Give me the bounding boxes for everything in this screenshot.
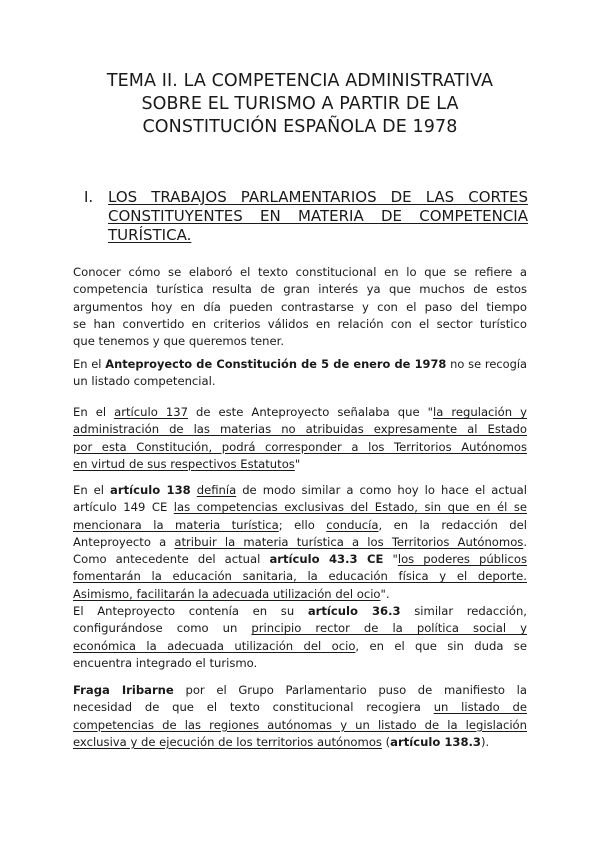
- text-run: ; ello: [278, 517, 327, 532]
- bold-text: artículo 43.3 CE: [269, 552, 384, 567]
- underlined-text: por esta Constitución, podrá corresponder a los Territorios Autónomos: [73, 439, 527, 454]
- section-title-line: CONSTITUYENTES EN MATERIA DE COMPETENCIA: [108, 207, 528, 225]
- page-title: [60, 70, 540, 139]
- text-line: [73, 551, 527, 568]
- text-run: En el: [73, 483, 111, 497]
- paragraph-articulo-36: [73, 603, 527, 672]
- underlined-text: Asimismo, facilitarán la adecuada utilización del ocio: [73, 586, 381, 601]
- underlined-text: en virtud de sus respectivos Estatutos: [73, 456, 295, 471]
- text-run: (: [381, 734, 391, 749]
- text-line: se han convertido en criterios válidos en relación con el sector turístico: [73, 316, 527, 331]
- text-line: competencia turística resulta de gran interés ya que muchos de estos: [73, 282, 527, 297]
- text-run: ".: [380, 586, 390, 601]
- text-run: Como antecedente del actual: [73, 552, 270, 567]
- text-line: [73, 439, 527, 456]
- underlined-text: fomentarán la educación sanitaria, la educación física y el deporte.: [73, 569, 527, 584]
- text-line: encuentra integrado el turismo.: [73, 655, 258, 670]
- title-line: TEMA II. LA COMPETENCIA ADMINISTRATIVA: [106, 71, 494, 91]
- text-run: En el: [73, 357, 106, 371]
- underlined-text: mencionara la materia turística: [73, 517, 279, 532]
- text-run: , en el que sin duda se: [355, 638, 527, 653]
- text-run: .: [523, 534, 528, 549]
- bold-text: artículo 138.3: [390, 734, 482, 749]
- text-run: de este Anteproyecto señalaba que ": [187, 405, 434, 419]
- text-line: que tenemos y que queremos tener.: [73, 334, 285, 349]
- underlined-text: económica la adecuada utilización del ocio: [73, 638, 356, 653]
- text-run: artículo 149 CE: [73, 500, 174, 515]
- underlined-text: competencias de las regiones autónomas y un listado de la legislación: [73, 717, 527, 732]
- text-run: por el Grupo Parlamentario puso de manifiesto la: [173, 683, 527, 697]
- underlined-text: principio rector de la política social y: [251, 621, 528, 636]
- underlined-text: las competencias exclusivas del Estado, sin que en él se: [173, 500, 527, 515]
- text-line: [73, 620, 527, 637]
- paragraph-articulo-137: [73, 404, 527, 473]
- text-line: [73, 517, 527, 534]
- underlined-text: conducía: [326, 517, 379, 532]
- title-line: CONSTITUCIÓN ESPAÑOLA DE 1978: [142, 117, 458, 137]
- text-line: [73, 499, 527, 516]
- paragraph-intro: [73, 264, 527, 350]
- title-line: SOBRE EL TURISMO A PARTIR DE LA: [141, 94, 459, 114]
- underlined-text: definía: [196, 483, 237, 497]
- text-line: [73, 356, 527, 373]
- text-line: [73, 482, 527, 499]
- text-line: [73, 734, 527, 751]
- text-line: [73, 456, 527, 473]
- text-line: [73, 421, 527, 438]
- text-run: En el: [73, 405, 115, 419]
- text-line: [73, 682, 527, 699]
- text-run: ).: [481, 734, 490, 749]
- text-run: , en la redacción del: [378, 517, 528, 532]
- text-run: no se recogía: [446, 357, 527, 371]
- underlined-text: la regulación y: [433, 405, 527, 419]
- text-run: necesidad de que el texto constitucional recogiera: [73, 700, 434, 715]
- text-line: [73, 404, 527, 421]
- underlined-text: los poderes públicos: [397, 552, 527, 567]
- paragraph-fraga-iribarne: [73, 682, 527, 751]
- paragraph-articulo-138: [73, 482, 527, 603]
- text-run: ": [294, 456, 301, 471]
- text-line: argumentos hoy en día pueden contrastarse y con el paso del tiempo: [73, 299, 527, 314]
- text-run: ": [383, 552, 398, 567]
- underlined-text: exclusiva y de ejecución de los territorios autónomos: [73, 734, 382, 749]
- text-line: [73, 568, 527, 585]
- underlined-text: atribuir la materia turística a los Territorios Autónomos: [174, 534, 524, 549]
- text-line: [73, 717, 527, 734]
- underlined-text: artículo 137: [114, 405, 188, 419]
- bold-text: artículo 138: [110, 483, 191, 497]
- paragraph-anteproyecto: [73, 356, 527, 391]
- bold-text: Fraga Iribarne: [73, 683, 174, 697]
- section-title: [108, 188, 528, 245]
- text-run: similar redacción,: [400, 604, 527, 618]
- text-line: [73, 638, 527, 655]
- text-line: [73, 534, 527, 551]
- section-number: I.: [84, 188, 94, 206]
- text-run: Anteproyecto a: [73, 534, 175, 549]
- text-line: Conocer cómo se elaboró el texto constitucional en lo que se refiere a: [73, 265, 527, 279]
- text-run: El Anteproyecto contenía en su: [73, 604, 308, 618]
- text-line: [73, 699, 527, 716]
- text-line: [73, 586, 527, 603]
- section-title-line: LOS TRABAJOS PARLAMENTARIOS DE LAS CORTES: [108, 188, 528, 206]
- bold-text: artículo 36.3: [307, 604, 401, 618]
- underlined-text: un listado de: [433, 700, 527, 715]
- bold-text: Anteproyecto de Constitución de 5 de enero de 1978: [105, 357, 447, 371]
- text-line: [73, 603, 527, 620]
- section-title-line: TURÍSTICA.: [108, 226, 192, 244]
- text-run: de modo similar a como hoy lo hace el actual: [236, 483, 527, 497]
- underlined-text: administración de las materias no atribuidas expresamente al Estado: [73, 422, 527, 437]
- text-line: un listado competencial.: [73, 374, 216, 389]
- text-run: configurándose como un: [73, 621, 252, 636]
